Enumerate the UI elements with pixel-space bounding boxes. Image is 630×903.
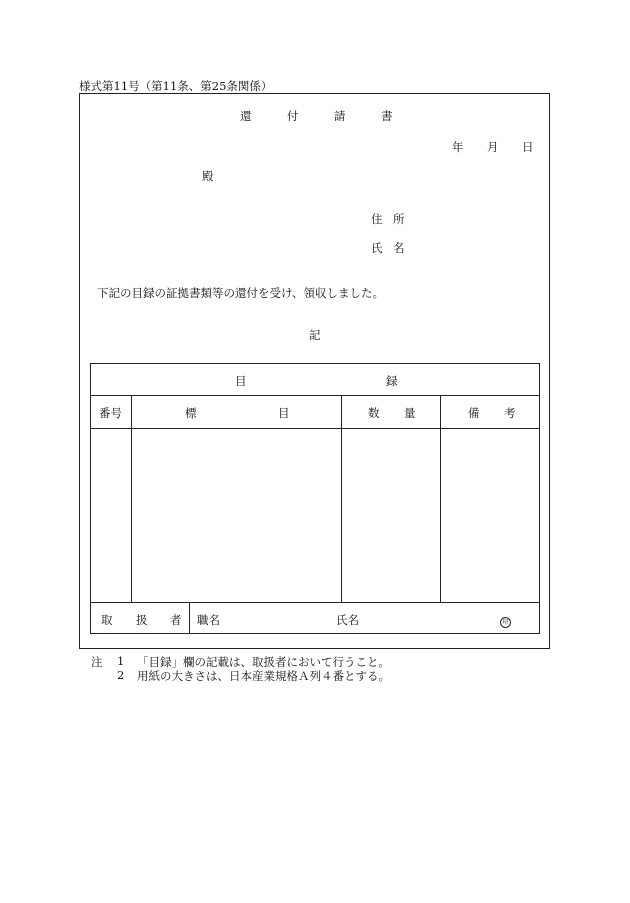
table-line-body-bottom <box>91 602 539 603</box>
seal-mark <box>500 613 511 628</box>
name-label-char-2: 名 <box>393 241 405 255</box>
catalog-table <box>90 363 540 634</box>
note-2-number: 2 <box>117 668 125 682</box>
date-year-label: 年 <box>452 140 464 154</box>
ki-label: 記 <box>309 328 321 342</box>
column-number: 番号 <box>99 406 122 420</box>
title-char-4: 書 <box>381 109 393 123</box>
address-label-char-1: 住 <box>371 212 383 226</box>
note-2-text: 用紙の大きさは、日本産業規格Ａ列４番とする。 <box>137 669 390 683</box>
column-remarks-char-1: 備 <box>468 406 480 420</box>
address-label-char-2: 所 <box>393 212 405 226</box>
title-char-3: 請 <box>334 109 346 123</box>
addressee-suffix: 殿 <box>202 169 214 183</box>
note-1-number: 1 <box>117 654 125 668</box>
table-vline-handler <box>189 602 190 634</box>
table-header-char-2: 録 <box>386 374 398 388</box>
form-number: 様式第11号（第11条、第25条関係） <box>79 79 273 93</box>
column-quantity-char-1: 数 <box>368 406 380 420</box>
position-label: 職名 <box>197 613 220 627</box>
date-month-label: 月 <box>487 140 499 154</box>
table-line-header <box>91 395 539 396</box>
column-label-char-2: 目 <box>278 406 290 420</box>
handler-label-char-3: 者 <box>170 613 182 627</box>
seal-icon: 印 <box>500 617 511 628</box>
title-char-2: 付 <box>287 109 299 123</box>
notes-prefix: 注 <box>91 655 103 669</box>
handler-label-char-1: 取 <box>101 613 113 627</box>
column-quantity-char-2: 量 <box>404 406 416 420</box>
table-vline-2 <box>341 395 342 602</box>
table-line-columns <box>91 428 539 429</box>
date-day-label: 日 <box>522 140 534 154</box>
column-remarks-char-2: 考 <box>504 406 516 420</box>
name-label-char-1: 氏 <box>371 241 383 255</box>
table-vline-3 <box>440 395 441 602</box>
note-1-text: 「目録」欄の記載は、取扱者において行うこと。 <box>137 655 390 669</box>
handler-label-char-2: 扱 <box>136 613 148 627</box>
column-label-char-1: 標 <box>185 406 197 420</box>
table-header-char-1: 目 <box>235 374 247 388</box>
handler-name-label: 氏名 <box>336 613 359 627</box>
title-char-1: 還 <box>240 109 252 123</box>
table-vline-1 <box>131 395 132 602</box>
statement-text: 下記の目録の証拠書類等の還付を受け、領収しました。 <box>97 286 385 300</box>
